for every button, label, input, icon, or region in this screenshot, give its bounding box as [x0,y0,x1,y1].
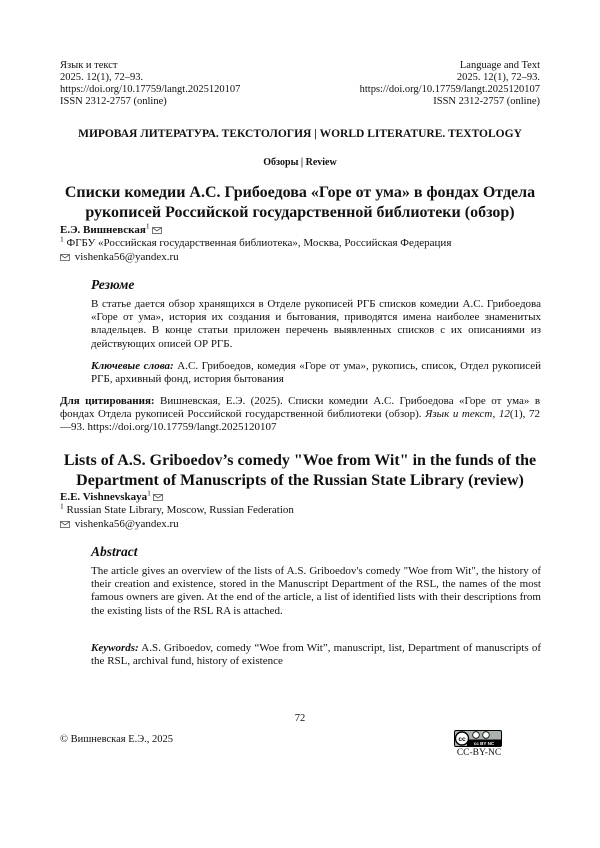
email-row-ru [60,251,179,264]
copyright: © Вишневская Е.Э., 2025 [60,734,173,745]
by-icon-circle [473,732,480,739]
abstract-heading-en: Abstract [91,545,541,558]
author-sup-ru: 1 [146,221,150,230]
nc-icon-circle [483,732,490,739]
affiliation-text-en: Russian State Library, Moscow, Russian Federation [67,504,294,516]
keywords-en [91,642,541,668]
email-link-en[interactable]: vishenka56@yandex.ru [75,518,179,530]
citation-tail[interactable]: (1), 72—93. https://doi.org/10.17759/langt.2025120107 [60,408,540,433]
license-label: CC-BY-NC [454,748,504,758]
affiliation-text-ru: ФГБУ «Российская государственная библиотека», Москва, Российская Федерация [67,237,452,249]
title-ru: Списки комедии А.С. Грибоедова «Горе от ума» в фондах Отдела рукописей Российской государственной библиотеки (обзор) [60,183,540,223]
envelope-icon[interactable] [152,227,162,234]
abstract-heading-ru: Резюме [91,278,541,291]
email-link-ru[interactable]: vishenka56@yandex.ru [75,251,179,263]
section-heading: МИРОВАЯ ЛИТЕРАТУРА. ТЕКСТОЛОГИЯ | WORLD LITERATURE. TEXTOLOGY [0,128,600,140]
issn-ru: ISSN 2312-2757 (online) [60,96,240,108]
abstract-text-ru: В статье дается обзор хранящихся в Отделе рукописей РГБ списков комедии А.С. Грибоедова «Горе от ума», история их создания и бытования, приводятся имена наиболее знаменитых владельцев. В конце статьи приложен перечень выявленных списков с их описаниями из действующих описей ОР РГБ. [91,298,541,351]
author-ru [60,224,164,237]
author-en [60,491,165,504]
doi-link-en[interactable]: https://doi.org/10.17759/langt.2025120107 [360,84,540,96]
journal-name-ru: Язык и текст [60,60,240,72]
keywords-text-en: A.S. Griboedov, comedy “Woe from Wit”, manuscript, list, Department of manuscripts of the RSL, archival fund, history of existence [91,642,541,667]
header-left [60,60,240,108]
affiliation-en [60,504,294,517]
article-type: Обзоры | Review [0,157,600,168]
author-sup-en: 1 [147,488,151,497]
affiliation-ru [60,237,451,250]
citation [60,395,540,435]
abstract-text-en: The article gives an overview of the lists of A.S. Griboedov's comedy "Woe from Wit", the history of their creation and existence, stored in the Manuscript Department of the RSL, the names of the most famous owners are given. At the end of the article, a list of identified lists with their descriptions from the existing lists of the RSL RA is attached. [91,565,541,618]
envelope-icon [60,254,70,261]
keywords-label-en: Keywords: [91,642,139,654]
author-name-ru: Е.Э. Вишневская [60,224,146,236]
keywords-text-ru: А.С. Грибоедов, комедия «Горе от ума», рукопись, список, Отдел рукописей РГБ, архивный фонд, история бытования [91,360,541,385]
doi-link-ru[interactable]: https://doi.org/10.17759/langt.2025120107 [60,84,240,96]
email-row-en [60,518,179,531]
issue-ru: 2025. 12(1), 72–93. [60,72,240,84]
journal-name-en: Language and Text [360,60,540,72]
cc-badge-text: cc BY NC [474,741,495,746]
citation-text: Вишневская, Е.Э. (2025). Списки комедии А.С. Грибоедова «Горе от ума» в фондах Отдела рукописей Российской государственной библиотеки (обзор). [60,395,540,420]
issue-en: 2025. 12(1), 72–93. [360,72,540,84]
citation-label: Для цитирования: [60,395,155,407]
page-number: 72 [0,713,600,724]
affiliation-sup-ru: 1 [60,234,64,243]
keywords-label-ru: Ключевые слова: [91,360,174,372]
header-right [360,60,540,108]
cc-logo-text: cc [458,736,466,743]
issn-en: ISSN 2312-2757 (online) [360,96,540,108]
envelope-icon [60,521,70,528]
keywords-ru [91,360,541,386]
citation-journal: Язык и текст, 12 [425,408,510,420]
envelope-icon[interactable] [153,494,163,501]
title-en: Lists of A.S. Griboedov’s comedy "Woe from Wit" in the funds of the Department of Manuscripts of the Russian State Library (review) [60,451,540,491]
affiliation-sup-en: 1 [60,501,64,510]
cc-license-badge[interactable] [454,730,502,747]
author-name-en: E.E. Vishnevskaya [60,491,147,503]
